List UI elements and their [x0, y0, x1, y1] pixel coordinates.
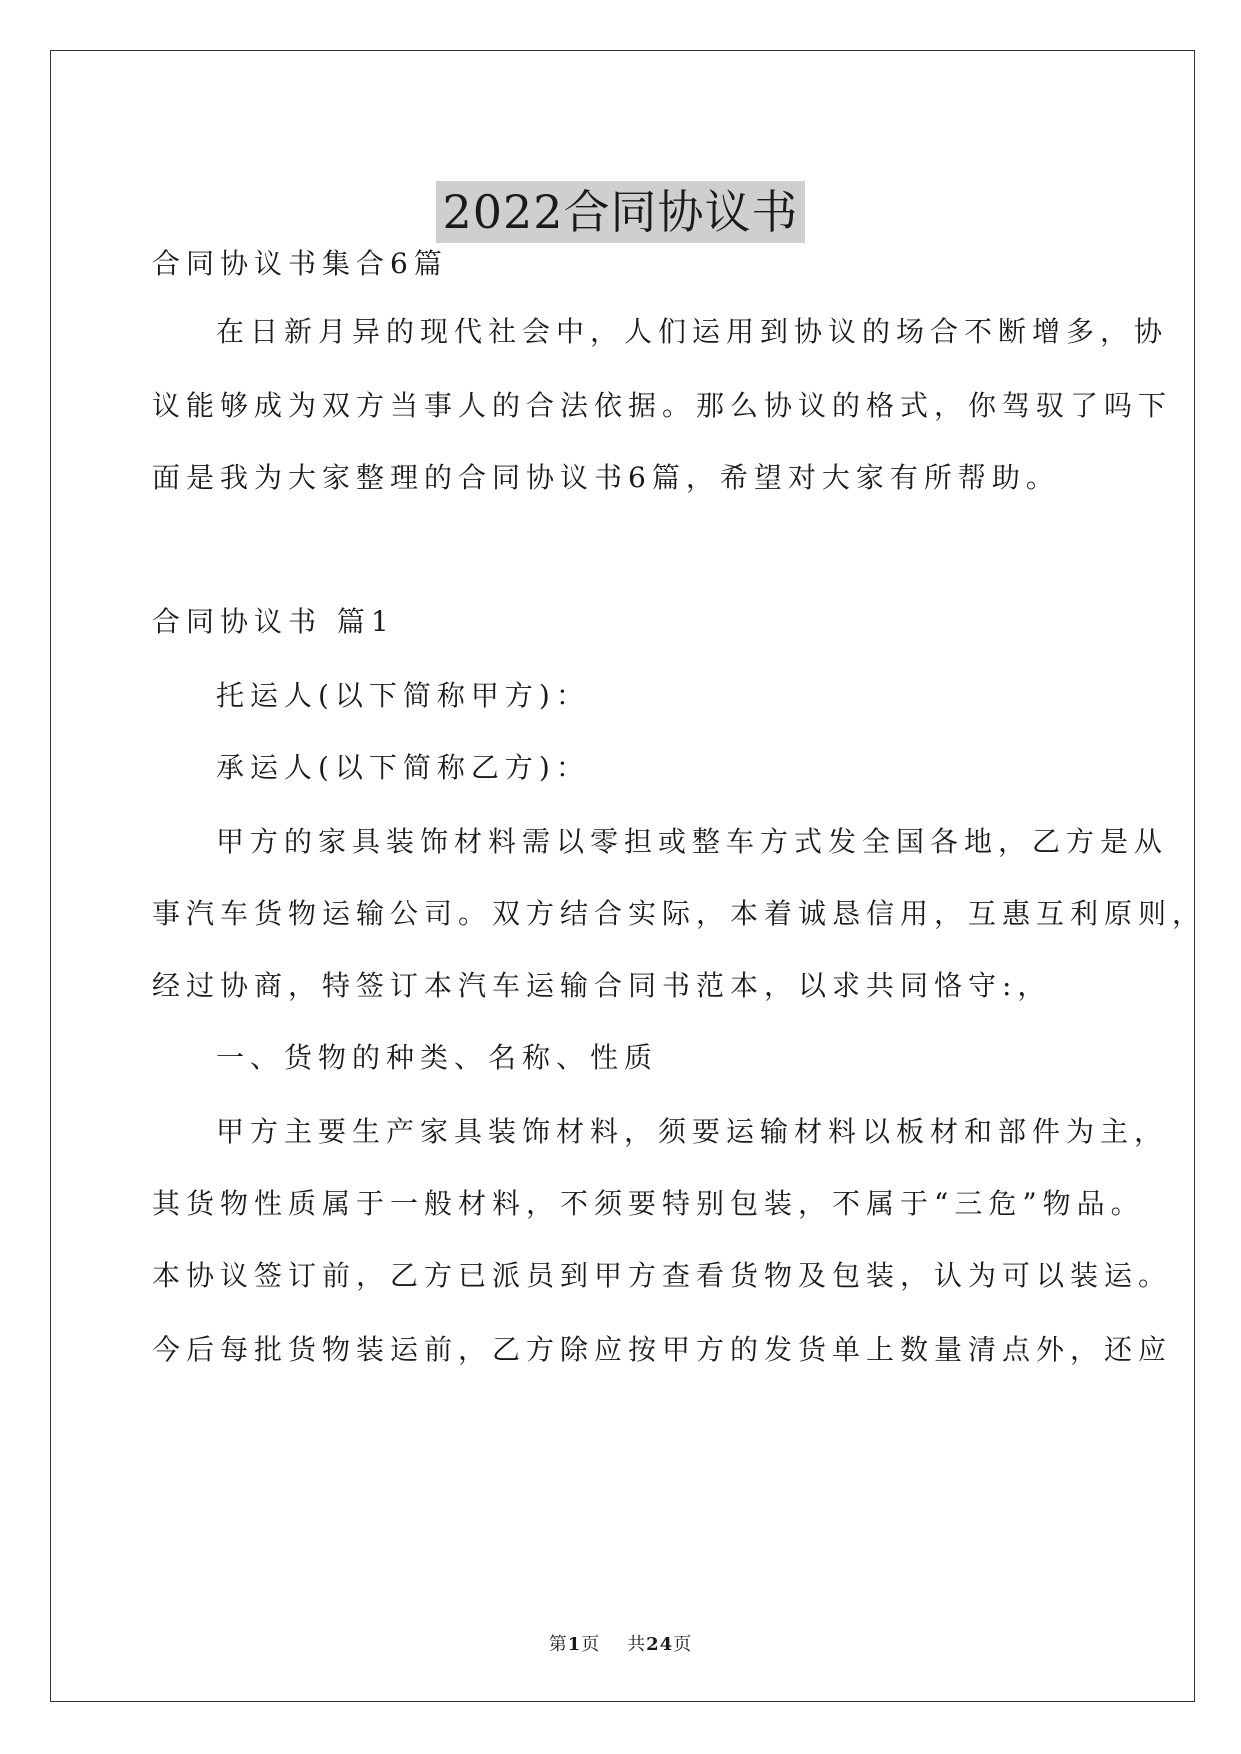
page-footer	[0, 1630, 1241, 1656]
body-line: 本协议签订前，乙方已派员到甲方查看货物及包装，认为可以装运。	[152, 1259, 1173, 1292]
total-prefix: 共	[627, 1634, 647, 1655]
intro-line-1: 在日新月异的现代社会中，人们运用到协议的场合不断增多，协	[216, 315, 1169, 348]
current-page-number: 1	[567, 1634, 582, 1655]
body-line: 托运人(以下简称甲方)：	[216, 679, 590, 712]
intro-line-3: 面是我为大家整理的合同协议书6篇，希望对大家有所帮助。	[152, 461, 1060, 494]
page-prefix: 第	[548, 1634, 568, 1655]
page-unit: 页	[581, 1634, 601, 1655]
body-line: 事汽车货物运输公司。双方结合实际，本着诚恳信用，互惠互利原则，	[152, 897, 1207, 930]
document-title: 2022合同协议书	[436, 181, 804, 243]
total-page-number: 24	[646, 1634, 674, 1655]
page-border	[50, 50, 1195, 1702]
body-line: 甲方主要生产家具装饰材料，须要运输材料以板材和部件为主，	[216, 1115, 1169, 1148]
section-heading: 合同协议书 篇1	[152, 605, 395, 638]
body-line: 甲方的家具装饰材料需以零担或整车方式发全国各地，乙方是从	[216, 825, 1169, 858]
document-subtitle: 合同协议书集合6篇	[152, 247, 448, 280]
intro-line-2: 议能够成为双方当事人的合法依据。那么协议的格式，你驾驭了吗下	[152, 389, 1173, 422]
body-line: 经过协商，特签订本汽车运输合同书范本，以求共同恪守:，	[152, 969, 1052, 1002]
total-unit: 页	[673, 1634, 693, 1655]
body-line: 今后每批货物装运前，乙方除应按甲方的发货单上数量清点外，还应	[152, 1333, 1173, 1366]
body-line: 其货物性质属于一般材料，不须要特别包装，不属于“三危”物品。	[152, 1187, 1145, 1220]
body-line: 一、货物的种类、名称、性质	[216, 1041, 659, 1074]
body-line: 承运人(以下简称乙方)：	[216, 751, 590, 784]
